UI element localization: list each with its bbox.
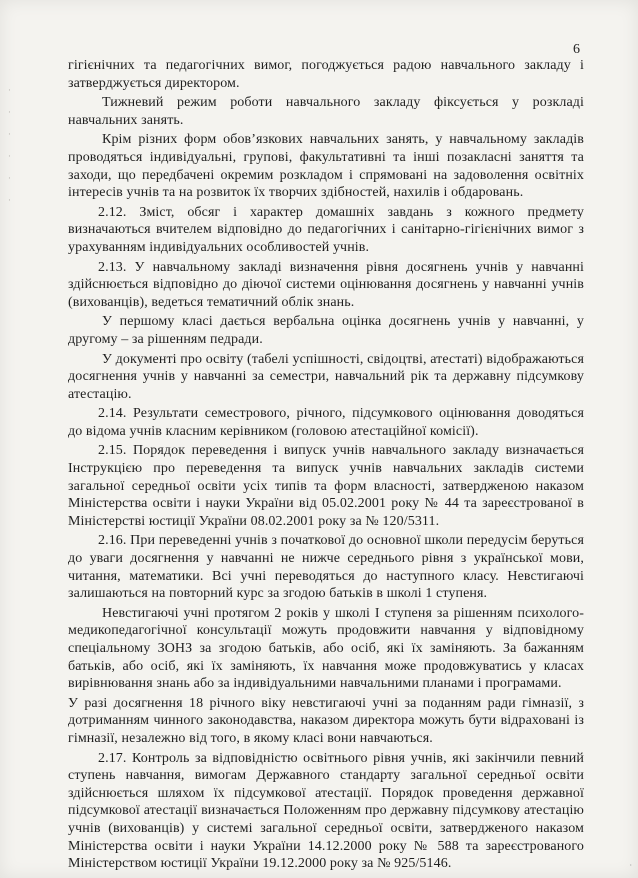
paragraph-2-13: 2.13. У навчальному закладі визначення рівня досягнень учнів у навчанні здійснюється відповідно до діючої системи оцінювання досягнень у навчанні учнів (вихованців), ведеться тематичний облік знань. — [68, 259, 584, 310]
scan-corner-mark: · — [629, 861, 632, 870]
paragraph-age-18: У разі досягнення 18 річного віку невстигаючі учні за поданням ради гімназії, з дотриманням чинного законодавства, наказом директора можуть бути відраховані із гімназії, незалежно від того, в якому класі вони навчаються. — [68, 695, 584, 746]
paragraph-2-15: 2.15. Порядок переведення і випуск учнів навчального закладу визначається Інструкцією про переведення та випуск учнів навчальних закладів системи загальної середньої освіти усіх типів та форм власності, затвердженою наказом Міністерства освіти і науки України від 05.02.2001 року № 44 та зареєстрованої в Міністерстві юстиції України 08.02.2001 року за № 120/5311. — [68, 443, 584, 529]
paragraph-2-16: 2.16. При переведенні учнів з початкової до основної школи передусім беруться до уваги досягнення у навчанні не нижче середнього рівня з української мови, читання, математики. Всі учні переводяться до наступного класу. Невстигаючі залишаються на повторний курс за згодою батьків в школі 1 ступеня. — [68, 533, 584, 602]
paragraph-continuation: гігієнічних та педагогічних вимог, погоджується радою навчального закладу і затверджується директором. — [68, 58, 584, 91]
paragraph-education-document: У документі про освіту (табелі успішності, свідоцтві, атестаті) відображаються досягнення учнів у навчанні за семестри, навчальний рік та державну підсумкову атестацію. — [68, 351, 584, 402]
paragraph-weekly-schedule: Тижневий режим роботи навчального закладу фіксується у розкладі навчальних занять. — [68, 95, 584, 128]
paragraph-first-grade: У першому класі дається вербальна оцінка досягнень учнів у навчанні, у другому – за рішенням педради. — [68, 314, 584, 347]
document-body — [68, 57, 584, 873]
paragraph-2-17: 2.17. Контроль за відповідністю освітнього рівня учнів, які закінчили певний ступень навчання, вимогам Державного стандарту загальної середньої освіти здійснюється шляхом їх підсумкової атестації. Порядок проведення державної підсумкової атестації визначається Положенням про державну підсумкову атестацію учнів (вихованців) у системі загальної середньої освіти, затвердженого наказом Міністерства освіти і науки України 14.12.2000 року № 588 та зареєстрованого Міністерством юстиції України 19.12.2000 року за № 925/5146. — [68, 750, 584, 872]
left-margin-bleedthrough: · · · · · · — [8, 86, 11, 206]
paragraph-2-14: 2.14. Результати семестрового, річного, підсумкового оцінювання доводяться до відома учнів класним керівником (головою атестаційної комісії). — [68, 406, 584, 439]
paragraph-underachieving-students: Невстигаючі учні протягом 2 років у школі І ступеня за рішенням психолого-медикопедагогічної консультації можуть продовжити навчання у відповідному спеціальному ЗОНЗ за згодою батьків, або осіб, які їх заміняють. За бажанням батьків, або осіб, які їх заміняють, їх навчання може продовжуватись у класах вирівнювання знань або за індивідуальними навчальними планами і програмами. — [68, 605, 584, 692]
page-number: 6 — [573, 42, 580, 57]
paragraph-activities: Крім різних форм обов’язкових навчальних занять, у навчальному закладів проводяться індивідуальні, групові, факультативні та інші позакласні заняття та заходи, що передбачені окремим розкладом і спрямовані на задоволення освітніх інтересів учнів та на розвиток їх творчих здібностей, нахилів і обдаровань. — [68, 132, 584, 201]
paragraph-2-12: 2.12. Зміст, обсяг і характер домашніх завдань з кожного предмету визначаються вчителем відповідно до педагогічних і санітарно-гігієнічних вимог з урахуванням індивідуальних особливостей учнів. — [68, 204, 584, 255]
